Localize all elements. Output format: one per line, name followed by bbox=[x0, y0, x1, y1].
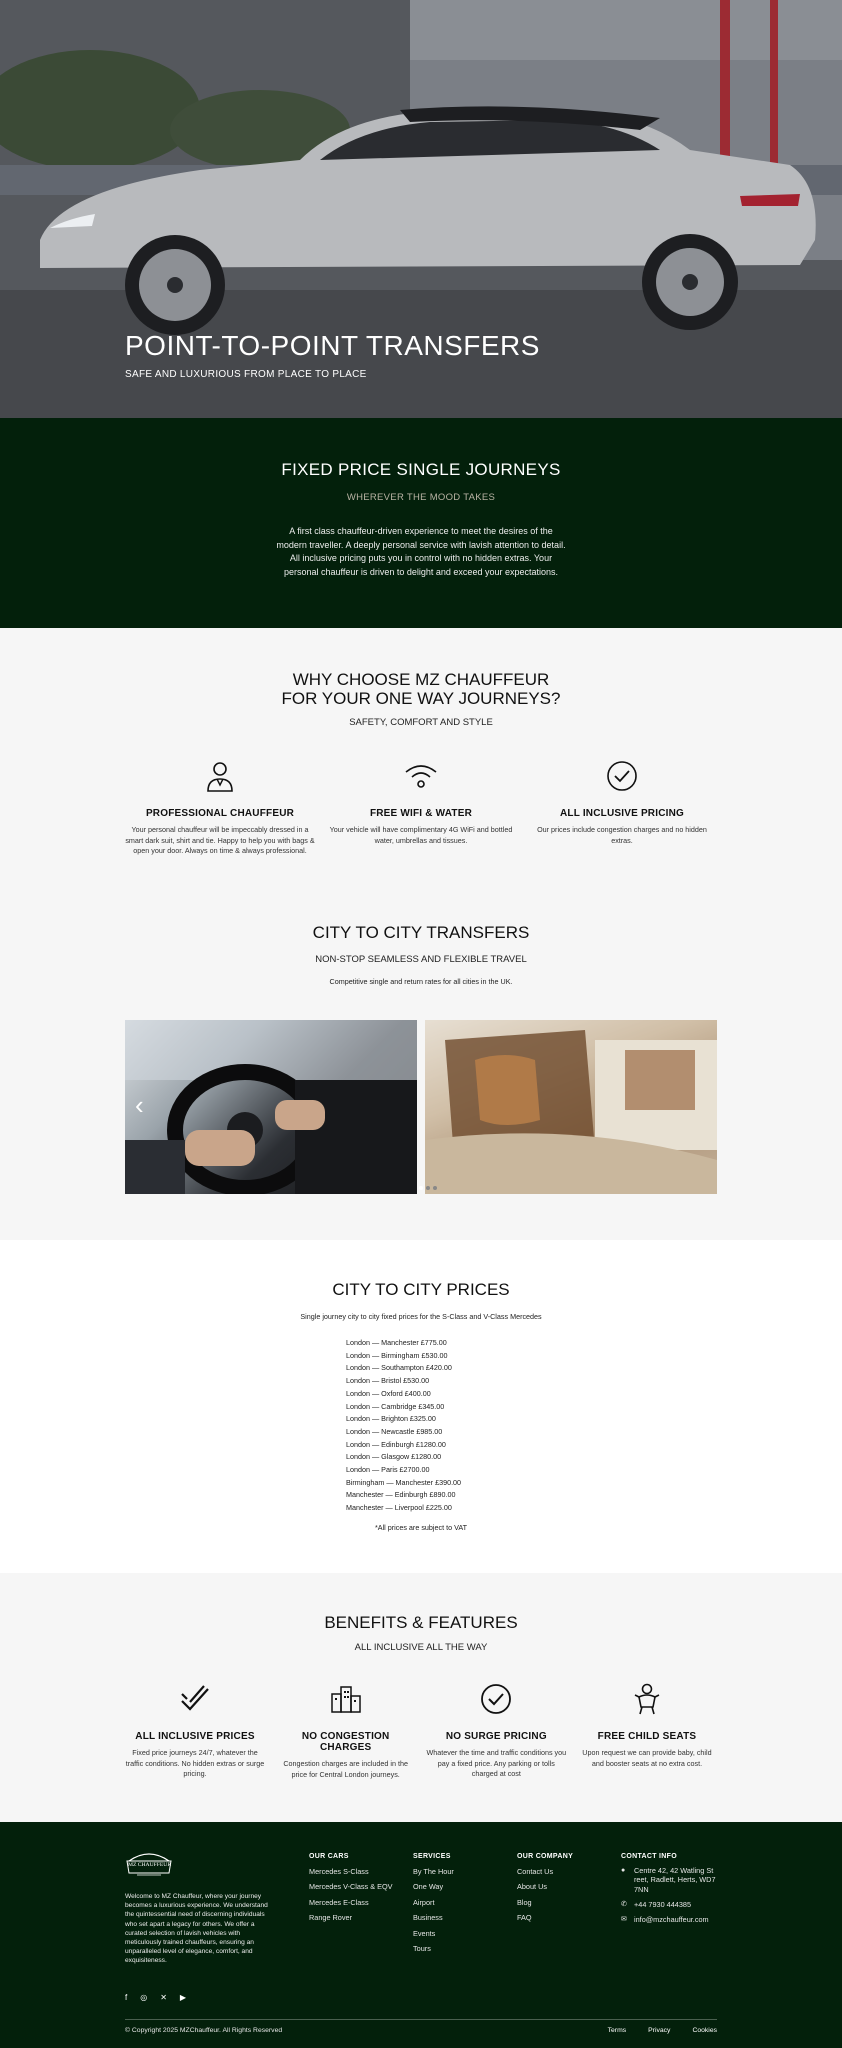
feature-professional-chauffeur bbox=[125, 758, 315, 857]
benefit-text: Whatever the time and traffic conditions you pay a fixed price. Any parking or tolls charged at cost bbox=[426, 1748, 567, 1779]
car-interior-image bbox=[425, 1020, 717, 1194]
feature-title: ALL INCLUSIVE PRICING bbox=[559, 808, 685, 819]
footer-link[interactable]: Events bbox=[413, 1928, 436, 1938]
feature-text: Your vehicle will have complimentary 4G WiFi and bottled water, umbrellas and tissues. bbox=[329, 825, 513, 845]
price-item: London — Newcastle £985.00 bbox=[346, 1426, 443, 1436]
benefit-title: NO CONGESTION CHARGES bbox=[301, 1731, 390, 1753]
footer-services-column bbox=[413, 1853, 454, 1953]
price-item: London — Cambridge £345.00 bbox=[346, 1401, 445, 1411]
facebook-icon[interactable]: f bbox=[125, 1993, 128, 2002]
slide-chauffeur-driving bbox=[125, 1020, 417, 1194]
footer-logo[interactable] bbox=[125, 1849, 173, 1879]
site-footer bbox=[0, 1822, 842, 2048]
footer-link[interactable]: Airport bbox=[413, 1897, 435, 1907]
instagram-icon[interactable]: ◎ bbox=[140, 1993, 148, 2002]
youtube-icon[interactable]: ▶ bbox=[179, 1993, 187, 2002]
prices-section bbox=[0, 1240, 842, 1573]
double-check-icon bbox=[179, 1683, 211, 1715]
feature-text: Your personal chauffeur will be impeccably dressed in a smart dark suit, shirt and tie. Happy to help you with bags & open your door. Always on time & always professional. bbox=[125, 825, 315, 856]
slide-car-interior bbox=[425, 1020, 717, 1194]
price-item: London — Brighton £325.00 bbox=[346, 1414, 436, 1424]
contact-email[interactable] bbox=[621, 1915, 717, 1924]
steering-wheel-image bbox=[125, 1020, 417, 1194]
feature-all-inclusive-pricing bbox=[527, 758, 717, 857]
slider-dot[interactable] bbox=[433, 1186, 437, 1190]
social-links bbox=[125, 1993, 186, 2002]
footer-link[interactable]: Range Rover bbox=[309, 1913, 352, 1922]
contact-phone[interactable] bbox=[621, 1900, 717, 1909]
prices-text: Single journey city to city fixed prices for the S-Class and V-Class Mercedes bbox=[300, 1312, 542, 1321]
logo-text: MZ CHAUFFEUR bbox=[128, 1862, 172, 1868]
intro-section bbox=[0, 418, 842, 628]
phone-text[interactable]: +44 7930 444385 bbox=[634, 1899, 692, 1909]
price-item: London — Edinburgh £1280.00 bbox=[346, 1439, 446, 1449]
price-item: London — Paris £2700.00 bbox=[346, 1465, 430, 1475]
price-item: London — Manchester £775.00 bbox=[346, 1338, 447, 1347]
price-item: London — Oxford £400.00 bbox=[346, 1388, 431, 1398]
contact-address bbox=[621, 1866, 717, 1894]
feature-title: FREE WIFI & WATER bbox=[369, 808, 473, 819]
footer-link[interactable]: FAQ bbox=[517, 1913, 532, 1922]
footer-link[interactable]: About Us bbox=[517, 1882, 548, 1891]
benefits-tagline: ALL INCLUSIVE ALL THE WAY bbox=[354, 1642, 488, 1653]
map-pin-icon: ● bbox=[621, 1867, 626, 1874]
child-seat-icon bbox=[633, 1683, 661, 1715]
benefits-title: BENEFITS & FEATURES bbox=[324, 1613, 518, 1632]
price-item: Birmingham — Manchester £390.00 bbox=[346, 1477, 462, 1487]
price-item: London — Bristol £530.00 bbox=[346, 1376, 430, 1386]
city-tagline: NON-STOP SEAMLESS AND FLEXIBLE TRAVEL bbox=[315, 953, 527, 965]
intro-subtitle: WHEREVER THE MOOD TAKES bbox=[346, 492, 496, 503]
why-title-line2: FOR YOUR ONE WAY JOURNEYS? bbox=[281, 689, 561, 708]
footer-link[interactable]: Business bbox=[413, 1913, 443, 1922]
footer-link[interactable]: Mercedes S-Class bbox=[309, 1866, 369, 1876]
footer-link[interactable]: Mercedes V-Class & EQV bbox=[309, 1882, 393, 1891]
intro-body: A first class chauffeur-driven experience to meet the desires of the modern traveller. A deeply personal service with lavish attention to detail. All inclusive pricing puts you in control with no hidden extras. Your personal chauffeur is driven to delight and exceed your expectations. bbox=[276, 526, 566, 577]
email-text[interactable]: info@mzchauffeur.com bbox=[634, 1915, 709, 1925]
footer-link[interactable]: Mercedes E-Class bbox=[309, 1897, 369, 1907]
price-item: Manchester — Liverpool £225.00 bbox=[346, 1503, 452, 1513]
feature-title: PROFESSIONAL CHAUFFEUR bbox=[145, 808, 295, 819]
privacy-link[interactable]: Privacy bbox=[648, 2027, 671, 2034]
check-circle-icon bbox=[480, 1683, 512, 1715]
hero-title: POINT-TO-POINT TRANSFERS bbox=[125, 330, 540, 361]
vat-note: *All prices are subject to VAT bbox=[374, 1522, 467, 1532]
why-section bbox=[0, 628, 842, 1240]
slider-dots bbox=[419, 1186, 437, 1190]
price-item: London — Southampton £420.00 bbox=[346, 1363, 452, 1373]
benefit-text: Upon request we can provide baby, child and booster seats at no extra cost. bbox=[582, 1748, 712, 1768]
slider-dot[interactable] bbox=[426, 1186, 430, 1190]
city-text: Competitive single and return rates for all cities in the UK. bbox=[329, 976, 513, 986]
mail-icon: ✉ bbox=[621, 1916, 627, 1924]
check-circle-icon bbox=[606, 760, 638, 792]
footer-contact-column bbox=[621, 1853, 717, 1924]
benefits-features bbox=[125, 1681, 717, 1780]
price-item: Manchester — Edinburgh £890.00 bbox=[346, 1490, 456, 1500]
why-tagline: SAFETY, COMFORT AND STYLE bbox=[349, 717, 493, 728]
footer-about: Welcome to MZ Chauffeur, where your journey becomes a luxurious experience. We understand the quintessential need of discerning individuals who set apart a legacy for others. We offer a curated selection of lavish vehicles with meticulously trained chauffeurs, ensuring an unparalleled level of elegance, comfort, and exquisiteness. bbox=[125, 1893, 268, 1965]
why-features bbox=[125, 758, 717, 857]
footer-contact-title: CONTACT INFO bbox=[621, 1853, 677, 1860]
benefit-text: Fixed price journeys 24/7, whatever the traffic conditions. No hidden extras or surge pricing. bbox=[125, 1748, 265, 1779]
footer-link[interactable]: By The Hour bbox=[413, 1866, 454, 1876]
benefit-all-inclusive-prices bbox=[125, 1681, 265, 1780]
chauffeur-icon bbox=[205, 760, 235, 792]
slider-prev-button[interactable]: ‹ bbox=[135, 1089, 144, 1120]
benefit-title: NO SURGE PRICING bbox=[445, 1731, 547, 1742]
benefit-no-congestion bbox=[276, 1681, 416, 1780]
benefit-no-surge bbox=[426, 1681, 566, 1780]
hero-section bbox=[0, 0, 842, 418]
benefit-title: FREE CHILD SEATS bbox=[597, 1731, 697, 1742]
benefit-child-seats bbox=[577, 1681, 717, 1780]
slider-dot[interactable] bbox=[419, 1186, 423, 1190]
footer-company-title: OUR COMPANY bbox=[517, 1853, 574, 1860]
footer-company-column bbox=[517, 1853, 573, 1922]
image-slider[interactable] bbox=[125, 1020, 717, 1194]
city-title: CITY TO CITY TRANSFERS bbox=[312, 922, 530, 942]
footer-link[interactable]: Contact Us bbox=[517, 1866, 554, 1876]
wifi-icon bbox=[404, 762, 438, 790]
copyright: © Copyright 2025 MZChauffeur. All Rights Reserved bbox=[125, 2027, 283, 2034]
city-transfers-section bbox=[0, 923, 842, 1194]
footer-link[interactable]: Tours bbox=[413, 1944, 431, 1953]
legal-links bbox=[608, 2027, 717, 2034]
why-title-line1: WHY CHOOSE MZ CHAUFFEUR bbox=[292, 670, 550, 689]
price-item: London — Glasgow £1280.00 bbox=[346, 1452, 442, 1462]
price-item: London — Birmingham £530.00 bbox=[346, 1350, 448, 1360]
footer-cars-title: OUR CARS bbox=[309, 1853, 349, 1860]
x-twitter-icon[interactable]: ✕ bbox=[160, 1993, 167, 2002]
footer-link[interactable]: One Way bbox=[413, 1882, 444, 1891]
hero-subtitle: SAFE AND LUXURIOUS FROM PLACE TO PLACE bbox=[125, 369, 367, 380]
feature-free-wifi bbox=[326, 758, 516, 857]
benefits-section bbox=[0, 1573, 842, 1822]
terms-link[interactable]: Terms bbox=[607, 2027, 627, 2034]
footer-link[interactable]: Blog bbox=[517, 1897, 532, 1907]
phone-icon: ✆ bbox=[621, 1900, 627, 1908]
benefit-text: Congestion charges are included in the price for Central London journeys. bbox=[283, 1759, 408, 1779]
cookies-link[interactable]: Cookies bbox=[692, 2027, 717, 2034]
footer-cars-column bbox=[309, 1853, 393, 1922]
benefit-title: ALL INCLUSIVE PRICES bbox=[135, 1731, 255, 1742]
prices-title: CITY TO CITY PRICES bbox=[332, 1280, 510, 1299]
feature-text: Our prices include congestion charges and no hidden extras. bbox=[537, 825, 707, 845]
city-buildings-icon bbox=[330, 1684, 362, 1714]
footer-services-title: SERVICES bbox=[413, 1853, 451, 1860]
why-title bbox=[0, 670, 842, 708]
footer-divider bbox=[125, 2019, 717, 2020]
intro-title: FIXED PRICE SINGLE JOURNEYS bbox=[281, 460, 561, 479]
price-list bbox=[346, 1337, 496, 1515]
address-text: Centre 42, 42 Watling St reet, Radlett, Herts, WD7 7NN bbox=[634, 1866, 716, 1894]
